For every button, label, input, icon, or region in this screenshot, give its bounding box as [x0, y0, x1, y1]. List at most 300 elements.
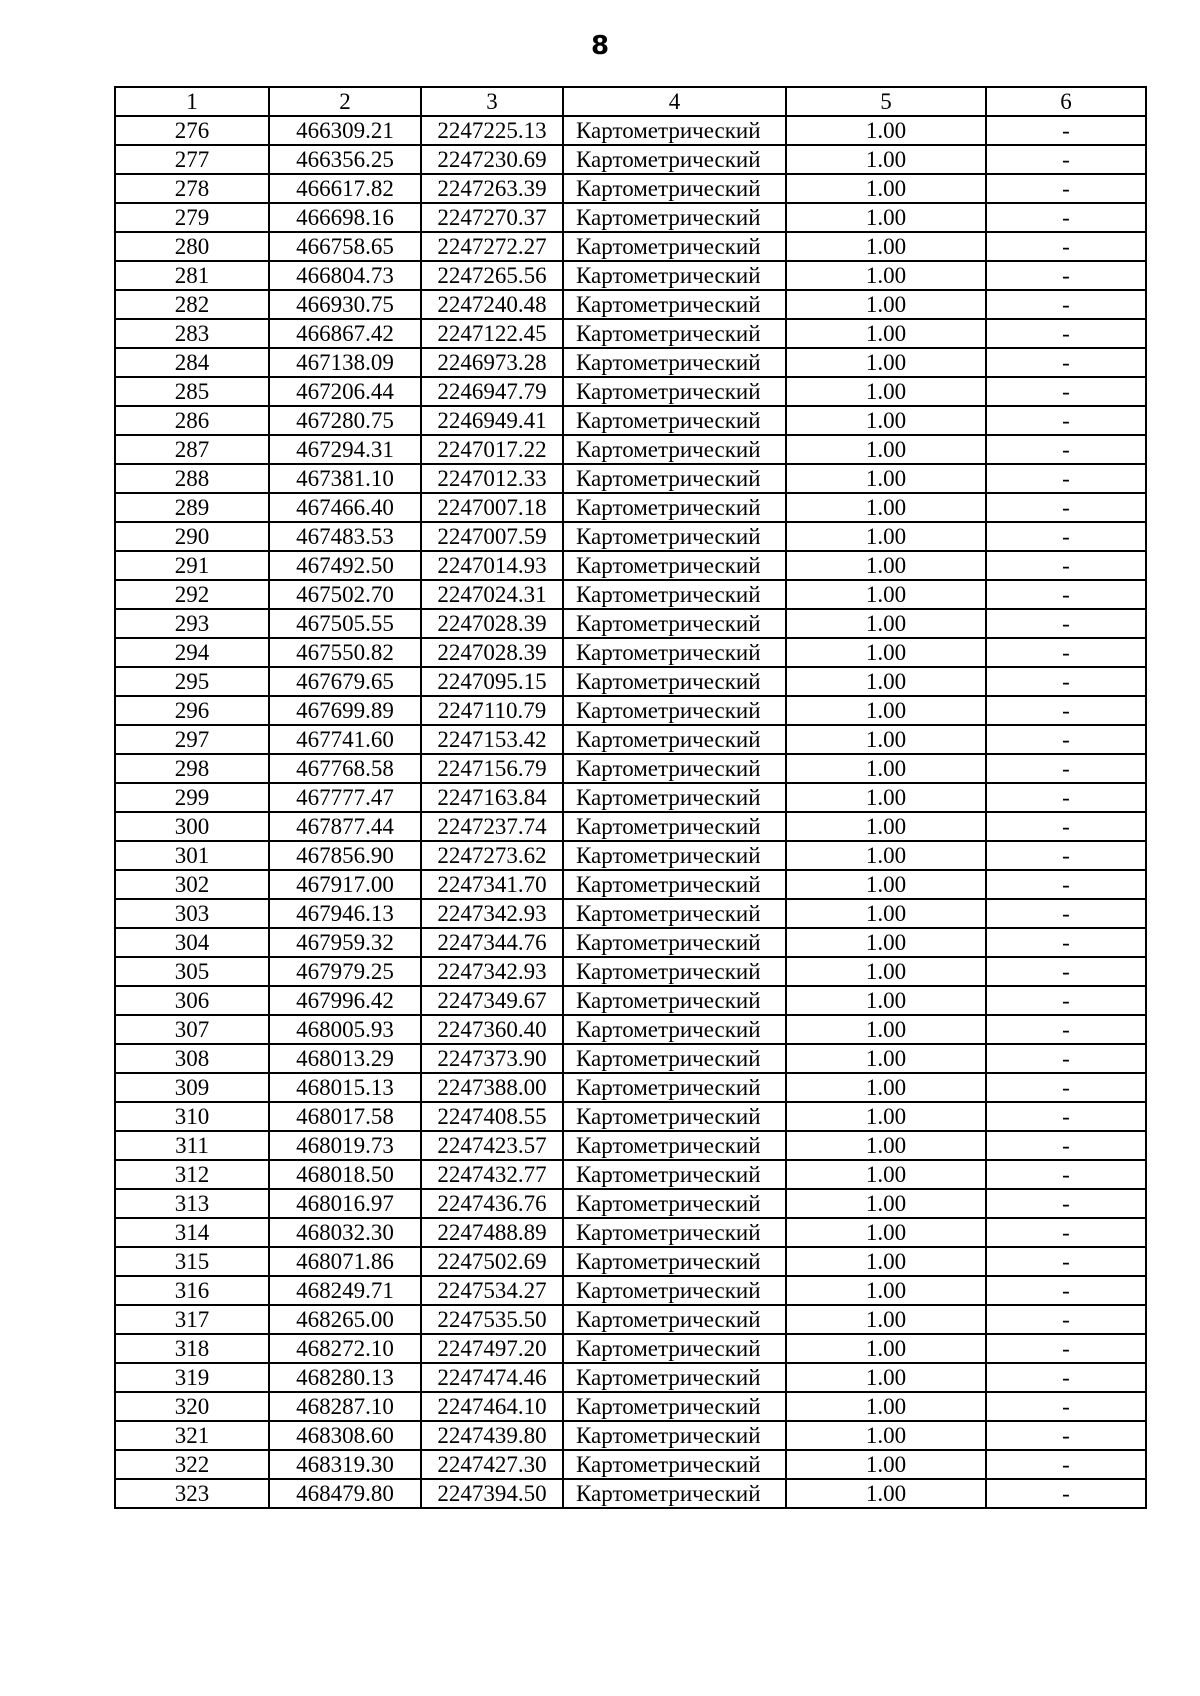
- y-coordinate-cell: 2247110.79: [421, 696, 563, 725]
- table-row: [115, 812, 1146, 841]
- accuracy-cell: 1.00: [786, 116, 986, 145]
- x-coordinate-cell: 467979.25: [269, 957, 421, 986]
- accuracy-cell: 1.00: [786, 1421, 986, 1450]
- accuracy-cell: 1.00: [786, 435, 986, 464]
- note-cell: -: [986, 1363, 1146, 1392]
- method-cell: Картометрический: [563, 406, 786, 435]
- point-number-cell: 318: [115, 1334, 269, 1363]
- note-cell: -: [986, 841, 1146, 870]
- column-header-4: 4: [563, 87, 786, 116]
- note-cell: -: [986, 435, 1146, 464]
- table-row: [115, 1305, 1146, 1334]
- table-row: [115, 116, 1146, 145]
- point-number-cell: 279: [115, 203, 269, 232]
- y-coordinate-cell: 2247273.62: [421, 841, 563, 870]
- y-coordinate-cell: 2247263.39: [421, 174, 563, 203]
- note-cell: -: [986, 493, 1146, 522]
- method-cell: Картометрический: [563, 1131, 786, 1160]
- note-cell: -: [986, 1044, 1146, 1073]
- note-cell: -: [986, 1102, 1146, 1131]
- table-row: [115, 319, 1146, 348]
- y-coordinate-cell: 2247497.20: [421, 1334, 563, 1363]
- column-header-3: 3: [421, 87, 563, 116]
- x-coordinate-cell: 466698.16: [269, 203, 421, 232]
- x-coordinate-cell: 466804.73: [269, 261, 421, 290]
- x-coordinate-cell: 467294.31: [269, 435, 421, 464]
- note-cell: -: [986, 1015, 1146, 1044]
- x-coordinate-cell: 467138.09: [269, 348, 421, 377]
- x-coordinate-cell: 468032.30: [269, 1218, 421, 1247]
- point-number-cell: 301: [115, 841, 269, 870]
- point-number-cell: 278: [115, 174, 269, 203]
- note-cell: -: [986, 1421, 1146, 1450]
- y-coordinate-cell: 2247028.39: [421, 638, 563, 667]
- y-coordinate-cell: 2247014.93: [421, 551, 563, 580]
- y-coordinate-cell: 2247024.31: [421, 580, 563, 609]
- table-row: [115, 464, 1146, 493]
- note-cell: -: [986, 464, 1146, 493]
- x-coordinate-cell: 467768.58: [269, 754, 421, 783]
- note-cell: -: [986, 1189, 1146, 1218]
- accuracy-cell: 1.00: [786, 1247, 986, 1276]
- note-cell: -: [986, 232, 1146, 261]
- note-cell: -: [986, 406, 1146, 435]
- method-cell: Картометрический: [563, 899, 786, 928]
- header-row: [115, 87, 1146, 116]
- point-number-cell: 288: [115, 464, 269, 493]
- x-coordinate-cell: 466867.42: [269, 319, 421, 348]
- method-cell: Картометрический: [563, 638, 786, 667]
- method-cell: Картометрический: [563, 1305, 786, 1334]
- accuracy-cell: 1.00: [786, 1160, 986, 1189]
- accuracy-cell: 1.00: [786, 928, 986, 957]
- method-cell: Картометрический: [563, 464, 786, 493]
- note-cell: -: [986, 1450, 1146, 1479]
- table-row: [115, 725, 1146, 754]
- x-coordinate-cell: 467492.50: [269, 551, 421, 580]
- table-row: [115, 290, 1146, 319]
- point-number-cell: 323: [115, 1479, 269, 1508]
- accuracy-cell: 1.00: [786, 232, 986, 261]
- table-row: [115, 261, 1146, 290]
- method-cell: Картометрический: [563, 870, 786, 899]
- y-coordinate-cell: 2247122.45: [421, 319, 563, 348]
- point-number-cell: 319: [115, 1363, 269, 1392]
- method-cell: Картометрический: [563, 1218, 786, 1247]
- table-row: [115, 174, 1146, 203]
- point-number-cell: 294: [115, 638, 269, 667]
- y-coordinate-cell: 2247237.74: [421, 812, 563, 841]
- table-row: [115, 1218, 1146, 1247]
- point-number-cell: 311: [115, 1131, 269, 1160]
- point-number-cell: 277: [115, 145, 269, 174]
- y-coordinate-cell: 2247436.76: [421, 1189, 563, 1218]
- x-coordinate-cell: 467959.32: [269, 928, 421, 957]
- method-cell: Картометрический: [563, 1189, 786, 1218]
- point-number-cell: 321: [115, 1421, 269, 1450]
- accuracy-cell: 1.00: [786, 986, 986, 1015]
- note-cell: -: [986, 1073, 1146, 1102]
- method-cell: Картометрический: [563, 1363, 786, 1392]
- table-row: [115, 667, 1146, 696]
- method-cell: Картометрический: [563, 1160, 786, 1189]
- accuracy-cell: 1.00: [786, 1189, 986, 1218]
- note-cell: -: [986, 377, 1146, 406]
- point-number-cell: 290: [115, 522, 269, 551]
- point-number-cell: 292: [115, 580, 269, 609]
- accuracy-cell: 1.00: [786, 1131, 986, 1160]
- y-coordinate-cell: 2247007.18: [421, 493, 563, 522]
- note-cell: -: [986, 899, 1146, 928]
- accuracy-cell: 1.00: [786, 174, 986, 203]
- y-coordinate-cell: 2247474.46: [421, 1363, 563, 1392]
- column-header-1: 1: [115, 87, 269, 116]
- note-cell: -: [986, 203, 1146, 232]
- note-cell: -: [986, 1392, 1146, 1421]
- point-number-cell: 296: [115, 696, 269, 725]
- x-coordinate-cell: 468249.71: [269, 1276, 421, 1305]
- x-coordinate-cell: 466617.82: [269, 174, 421, 203]
- table-body: [115, 116, 1146, 1508]
- x-coordinate-cell: 467466.40: [269, 493, 421, 522]
- table-row: [115, 986, 1146, 1015]
- note-cell: -: [986, 174, 1146, 203]
- method-cell: Картометрический: [563, 696, 786, 725]
- accuracy-cell: 1.00: [786, 1450, 986, 1479]
- x-coordinate-cell: 468015.13: [269, 1073, 421, 1102]
- point-number-cell: 310: [115, 1102, 269, 1131]
- note-cell: -: [986, 290, 1146, 319]
- table-row: [115, 1073, 1146, 1102]
- method-cell: Картометрический: [563, 551, 786, 580]
- accuracy-cell: 1.00: [786, 493, 986, 522]
- accuracy-cell: 1.00: [786, 1334, 986, 1363]
- accuracy-cell: 1.00: [786, 783, 986, 812]
- x-coordinate-cell: 467502.70: [269, 580, 421, 609]
- method-cell: Картометрический: [563, 1102, 786, 1131]
- table-row: [115, 841, 1146, 870]
- table-row: [115, 1363, 1146, 1392]
- accuracy-cell: 1.00: [786, 1276, 986, 1305]
- table-row: [115, 145, 1146, 174]
- accuracy-cell: 1.00: [786, 696, 986, 725]
- accuracy-cell: 1.00: [786, 522, 986, 551]
- method-cell: Картометрический: [563, 290, 786, 319]
- point-number-cell: 302: [115, 870, 269, 899]
- x-coordinate-cell: 467777.47: [269, 783, 421, 812]
- point-number-cell: 291: [115, 551, 269, 580]
- y-coordinate-cell: 2247488.89: [421, 1218, 563, 1247]
- accuracy-cell: 1.00: [786, 203, 986, 232]
- y-coordinate-cell: 2247344.76: [421, 928, 563, 957]
- point-number-cell: 299: [115, 783, 269, 812]
- accuracy-cell: 1.00: [786, 290, 986, 319]
- x-coordinate-cell: 468016.97: [269, 1189, 421, 1218]
- y-coordinate-cell: 2247432.77: [421, 1160, 563, 1189]
- point-number-cell: 286: [115, 406, 269, 435]
- x-coordinate-cell: 468308.60: [269, 1421, 421, 1450]
- accuracy-cell: 1.00: [786, 870, 986, 899]
- point-number-cell: 284: [115, 348, 269, 377]
- table-row: [115, 377, 1146, 406]
- method-cell: Картометрический: [563, 783, 786, 812]
- point-number-cell: 287: [115, 435, 269, 464]
- table-row: [115, 1189, 1146, 1218]
- accuracy-cell: 1.00: [786, 1479, 986, 1508]
- table-row: [115, 1160, 1146, 1189]
- y-coordinate-cell: 2247502.69: [421, 1247, 563, 1276]
- note-cell: -: [986, 145, 1146, 174]
- point-number-cell: 297: [115, 725, 269, 754]
- accuracy-cell: 1.00: [786, 319, 986, 348]
- accuracy-cell: 1.00: [786, 609, 986, 638]
- note-cell: -: [986, 754, 1146, 783]
- accuracy-cell: 1.00: [786, 1044, 986, 1073]
- table-row: [115, 899, 1146, 928]
- note-cell: -: [986, 348, 1146, 377]
- accuracy-cell: 1.00: [786, 754, 986, 783]
- column-header-6: 6: [986, 87, 1146, 116]
- accuracy-cell: 1.00: [786, 261, 986, 290]
- method-cell: Картометрический: [563, 580, 786, 609]
- point-number-cell: 293: [115, 609, 269, 638]
- table-row: [115, 435, 1146, 464]
- accuracy-cell: 1.00: [786, 1305, 986, 1334]
- y-coordinate-cell: 2247240.48: [421, 290, 563, 319]
- method-cell: Картометрический: [563, 1276, 786, 1305]
- method-cell: Картометрический: [563, 609, 786, 638]
- accuracy-cell: 1.00: [786, 725, 986, 754]
- table-row: [115, 928, 1146, 957]
- y-coordinate-cell: 2247388.00: [421, 1073, 563, 1102]
- table-row: [115, 783, 1146, 812]
- method-cell: Картометрический: [563, 1334, 786, 1363]
- x-coordinate-cell: 468019.73: [269, 1131, 421, 1160]
- x-coordinate-cell: 467699.89: [269, 696, 421, 725]
- note-cell: -: [986, 783, 1146, 812]
- note-cell: -: [986, 1276, 1146, 1305]
- table-row: [115, 870, 1146, 899]
- point-number-cell: 312: [115, 1160, 269, 1189]
- table-row: [115, 1479, 1146, 1508]
- accuracy-cell: 1.00: [786, 1102, 986, 1131]
- x-coordinate-cell: 468272.10: [269, 1334, 421, 1363]
- method-cell: Картометрический: [563, 667, 786, 696]
- x-coordinate-cell: 468005.93: [269, 1015, 421, 1044]
- accuracy-cell: 1.00: [786, 1073, 986, 1102]
- method-cell: Картометрический: [563, 957, 786, 986]
- accuracy-cell: 1.00: [786, 377, 986, 406]
- note-cell: -: [986, 1218, 1146, 1247]
- page-number: 8: [590, 31, 610, 61]
- accuracy-cell: 1.00: [786, 1015, 986, 1044]
- note-cell: -: [986, 609, 1146, 638]
- x-coordinate-cell: 467550.82: [269, 638, 421, 667]
- table-row: [115, 406, 1146, 435]
- x-coordinate-cell: 468018.50: [269, 1160, 421, 1189]
- y-coordinate-cell: 2246973.28: [421, 348, 563, 377]
- note-cell: -: [986, 812, 1146, 841]
- y-coordinate-cell: 2247230.69: [421, 145, 563, 174]
- point-number-cell: 298: [115, 754, 269, 783]
- note-cell: -: [986, 638, 1146, 667]
- point-number-cell: 305: [115, 957, 269, 986]
- table-row: [115, 1015, 1146, 1044]
- y-coordinate-cell: 2247270.37: [421, 203, 563, 232]
- y-coordinate-cell: 2247007.59: [421, 522, 563, 551]
- x-coordinate-cell: 467856.90: [269, 841, 421, 870]
- point-number-cell: 276: [115, 116, 269, 145]
- table-row: [115, 1131, 1146, 1160]
- accuracy-cell: 1.00: [786, 348, 986, 377]
- column-header-5: 5: [786, 87, 986, 116]
- point-number-cell: 317: [115, 1305, 269, 1334]
- table-row: [115, 754, 1146, 783]
- y-coordinate-cell: 2247163.84: [421, 783, 563, 812]
- point-number-cell: 316: [115, 1276, 269, 1305]
- method-cell: Картометрический: [563, 522, 786, 551]
- x-coordinate-cell: 468319.30: [269, 1450, 421, 1479]
- point-number-cell: 309: [115, 1073, 269, 1102]
- x-coordinate-cell: 467996.42: [269, 986, 421, 1015]
- method-cell: Картометрический: [563, 1479, 786, 1508]
- point-number-cell: 281: [115, 261, 269, 290]
- note-cell: -: [986, 986, 1146, 1015]
- note-cell: -: [986, 1247, 1146, 1276]
- table-header: [115, 87, 1146, 116]
- accuracy-cell: 1.00: [786, 899, 986, 928]
- note-cell: -: [986, 580, 1146, 609]
- note-cell: -: [986, 667, 1146, 696]
- y-coordinate-cell: 2246947.79: [421, 377, 563, 406]
- point-number-cell: 304: [115, 928, 269, 957]
- x-coordinate-cell: 467280.75: [269, 406, 421, 435]
- table-row: [115, 638, 1146, 667]
- method-cell: Картометрический: [563, 348, 786, 377]
- note-cell: -: [986, 319, 1146, 348]
- point-number-cell: 320: [115, 1392, 269, 1421]
- note-cell: -: [986, 1334, 1146, 1363]
- accuracy-cell: 1.00: [786, 1392, 986, 1421]
- x-coordinate-cell: 468287.10: [269, 1392, 421, 1421]
- method-cell: Картометрический: [563, 232, 786, 261]
- x-coordinate-cell: 468280.13: [269, 1363, 421, 1392]
- table-row: [115, 232, 1146, 261]
- x-coordinate-cell: 468013.29: [269, 1044, 421, 1073]
- method-cell: Картометрический: [563, 1015, 786, 1044]
- accuracy-cell: 1.00: [786, 145, 986, 174]
- method-cell: Картометрический: [563, 145, 786, 174]
- note-cell: -: [986, 261, 1146, 290]
- method-cell: Картометрический: [563, 928, 786, 957]
- table-row: [115, 493, 1146, 522]
- x-coordinate-cell: 468017.58: [269, 1102, 421, 1131]
- x-coordinate-cell: 466356.25: [269, 145, 421, 174]
- accuracy-cell: 1.00: [786, 406, 986, 435]
- x-coordinate-cell: 466309.21: [269, 116, 421, 145]
- point-number-cell: 283: [115, 319, 269, 348]
- y-coordinate-cell: 2247342.93: [421, 899, 563, 928]
- note-cell: -: [986, 1479, 1146, 1508]
- point-number-cell: 280: [115, 232, 269, 261]
- point-number-cell: 303: [115, 899, 269, 928]
- method-cell: Картометрический: [563, 174, 786, 203]
- point-number-cell: 307: [115, 1015, 269, 1044]
- note-cell: -: [986, 1131, 1146, 1160]
- y-coordinate-cell: 2247095.15: [421, 667, 563, 696]
- y-coordinate-cell: 2247342.93: [421, 957, 563, 986]
- table-row: [115, 609, 1146, 638]
- x-coordinate-cell: 467741.60: [269, 725, 421, 754]
- x-coordinate-cell: 467946.13: [269, 899, 421, 928]
- method-cell: Картометрический: [563, 1450, 786, 1479]
- table-row: [115, 203, 1146, 232]
- note-cell: -: [986, 551, 1146, 580]
- method-cell: Картометрический: [563, 435, 786, 464]
- x-coordinate-cell: 468071.86: [269, 1247, 421, 1276]
- table-row: [115, 551, 1146, 580]
- accuracy-cell: 1.00: [786, 638, 986, 667]
- x-coordinate-cell: 466930.75: [269, 290, 421, 319]
- method-cell: Картометрический: [563, 812, 786, 841]
- note-cell: -: [986, 928, 1146, 957]
- table-row: [115, 522, 1146, 551]
- method-cell: Картометрический: [563, 986, 786, 1015]
- y-coordinate-cell: 2247464.10: [421, 1392, 563, 1421]
- x-coordinate-cell: 467381.10: [269, 464, 421, 493]
- method-cell: Картометрический: [563, 725, 786, 754]
- note-cell: -: [986, 725, 1146, 754]
- point-number-cell: 289: [115, 493, 269, 522]
- table-row: [115, 1276, 1146, 1305]
- point-number-cell: 315: [115, 1247, 269, 1276]
- x-coordinate-cell: 467483.53: [269, 522, 421, 551]
- method-cell: Картометрический: [563, 1073, 786, 1102]
- x-coordinate-cell: 468265.00: [269, 1305, 421, 1334]
- table-row: [115, 1421, 1146, 1450]
- x-coordinate-cell: 466758.65: [269, 232, 421, 261]
- method-cell: Картометрический: [563, 116, 786, 145]
- accuracy-cell: 1.00: [786, 551, 986, 580]
- method-cell: Картометрический: [563, 203, 786, 232]
- note-cell: -: [986, 116, 1146, 145]
- point-number-cell: 322: [115, 1450, 269, 1479]
- method-cell: Картометрический: [563, 493, 786, 522]
- method-cell: Картометрический: [563, 754, 786, 783]
- method-cell: Картометрический: [563, 377, 786, 406]
- method-cell: Картометрический: [563, 1421, 786, 1450]
- table-row: [115, 1450, 1146, 1479]
- point-number-cell: 282: [115, 290, 269, 319]
- y-coordinate-cell: 2247373.90: [421, 1044, 563, 1073]
- accuracy-cell: 1.00: [786, 464, 986, 493]
- note-cell: -: [986, 870, 1146, 899]
- y-coordinate-cell: 2247265.56: [421, 261, 563, 290]
- accuracy-cell: 1.00: [786, 1363, 986, 1392]
- y-coordinate-cell: 2247017.22: [421, 435, 563, 464]
- table-row: [115, 1247, 1146, 1276]
- method-cell: Картометрический: [563, 1044, 786, 1073]
- accuracy-cell: 1.00: [786, 580, 986, 609]
- method-cell: Картометрический: [563, 319, 786, 348]
- y-coordinate-cell: 2246949.41: [421, 406, 563, 435]
- note-cell: -: [986, 957, 1146, 986]
- x-coordinate-cell: 467877.44: [269, 812, 421, 841]
- point-number-cell: 308: [115, 1044, 269, 1073]
- accuracy-cell: 1.00: [786, 841, 986, 870]
- y-coordinate-cell: 2247535.50: [421, 1305, 563, 1334]
- y-coordinate-cell: 2247153.42: [421, 725, 563, 754]
